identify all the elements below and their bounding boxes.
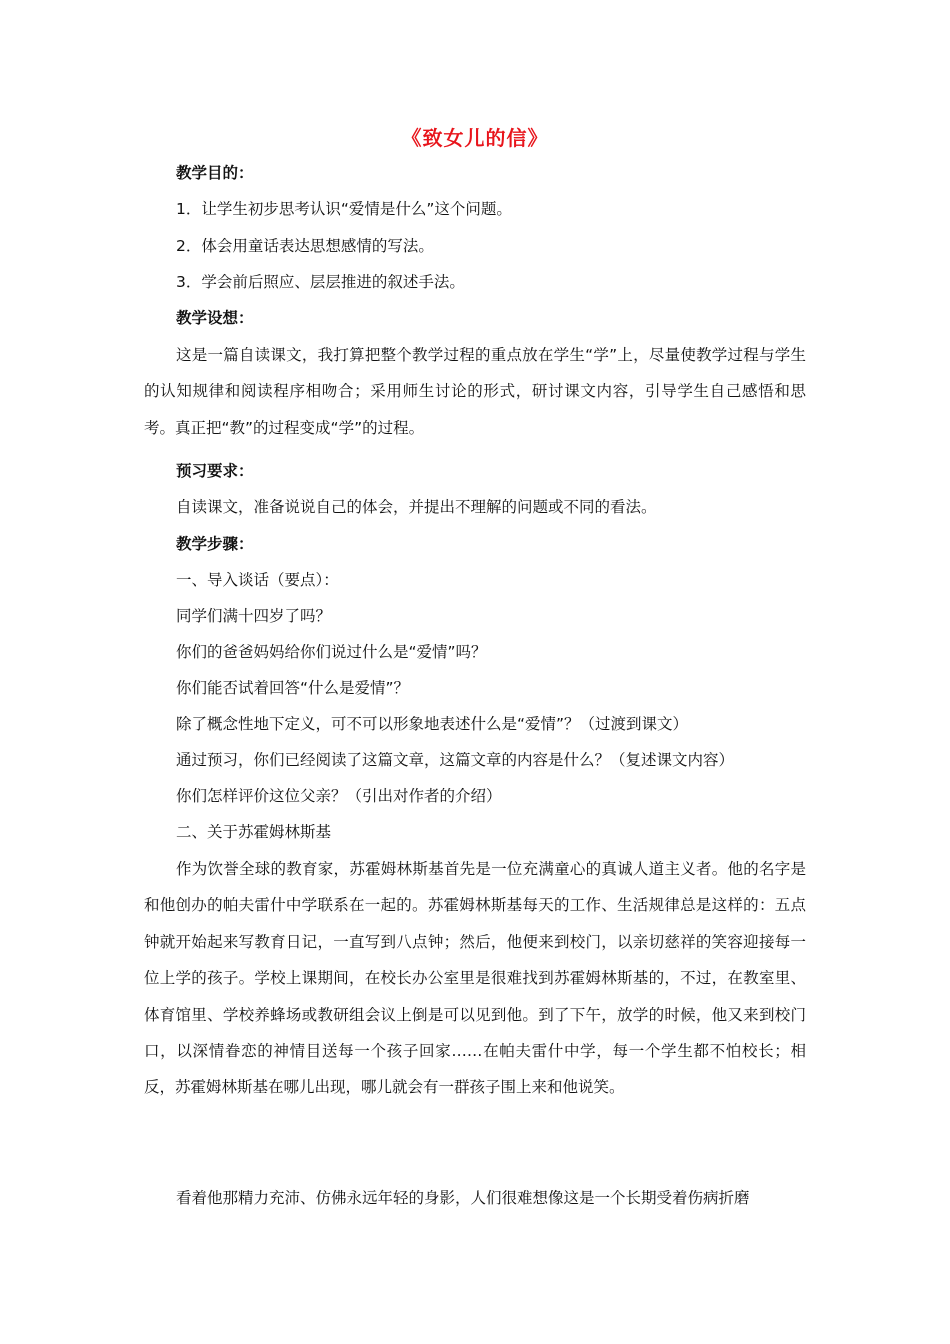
- page-title: 《致女儿的信》: [401, 126, 549, 150]
- step-line-3: 你们的爸爸妈妈给你们说过什么是“爱情”吗？: [176, 643, 487, 661]
- design-paragraph: 这是一篇自读课文，我打算把整个教学过程的重点放在学生“学”上，尽量使教学过程与学生的认知规律和阅读程序相吻合；采用师生讨论的形式，研讨课文内容，引导学生自己感悟和思考。真正把“教”的过程变成“学”的过程。: [144, 346, 806, 437]
- design-heading: 教学设想：: [176, 309, 254, 327]
- biography-paragraph-2: 看着他那精力充沛、仿佛永远年轻的身影，人们很难想像这是一个长期受着伤病折磨: [176, 1189, 750, 1207]
- preview-heading: 预习要求：: [176, 462, 254, 480]
- step-line-5: 除了概念性地下定义，可不可以形象地表述什么是“爱情”？（过渡到课文）: [176, 715, 689, 733]
- step-line-7: 你们怎样评价这位父亲？（引出对作者的介绍）: [176, 787, 502, 805]
- step-line-8: 二、关于苏霍姆林斯基: [176, 823, 332, 841]
- goal-heading: 教学目的：: [176, 164, 254, 182]
- step-line-2: 同学们满十四岁了吗？: [176, 607, 332, 625]
- preview-paragraph: 自读课文，准备说说自己的体会，并提出不理解的问题或不同的看法。: [176, 498, 657, 516]
- steps-heading: 教学步骤：: [176, 535, 254, 553]
- step-line-4: 你们能否试着回答“什么是爱情”？: [176, 679, 410, 697]
- goal-item-3: 3．学会前后照应、层层推进的叙述手法。: [176, 273, 465, 291]
- goal-item-1: 1．让学生初步思考认识“爱情是什么”这个问题。: [176, 200, 512, 218]
- biography-paragraph: 作为饮誉全球的教育家，苏霍姆林斯基首先是一位充满童心的真诚人道主义者。他的名字是和他创办的帕夫雷什中学联系在一起的。苏霍姆林斯基每天的工作、生活规律总是这样的：五点钟就开始起来写教育日记，一直写到八点钟；然后，他便来到校门，以亲切慈祥的笑容迎接每一位上学的孩子。学校上课期间，在校长办公室里是很难找到苏霍姆林斯基的，不过，在教室里、体育馆里、学校养蜂场或教研组会议上倒是可以见到他。到了下午，放学的时候，他又来到校门口，以深情眷恋的神情目送每一个孩子回家……在帕夫雷什中学，每一个学生都不怕校长；相反，苏霍姆林斯基在哪儿出现，哪儿就会有一群孩子围上来和他说笑。: [144, 860, 806, 1097]
- goal-item-2: 2．体会用童话表达思想感情的写法。: [176, 237, 434, 255]
- step-line-6: 通过预习，你们已经阅读了这篇文章，这篇文章的内容是什么？（复述课文内容）: [176, 751, 735, 769]
- step-line-1: 一、导入谈话（要点）：: [176, 571, 339, 589]
